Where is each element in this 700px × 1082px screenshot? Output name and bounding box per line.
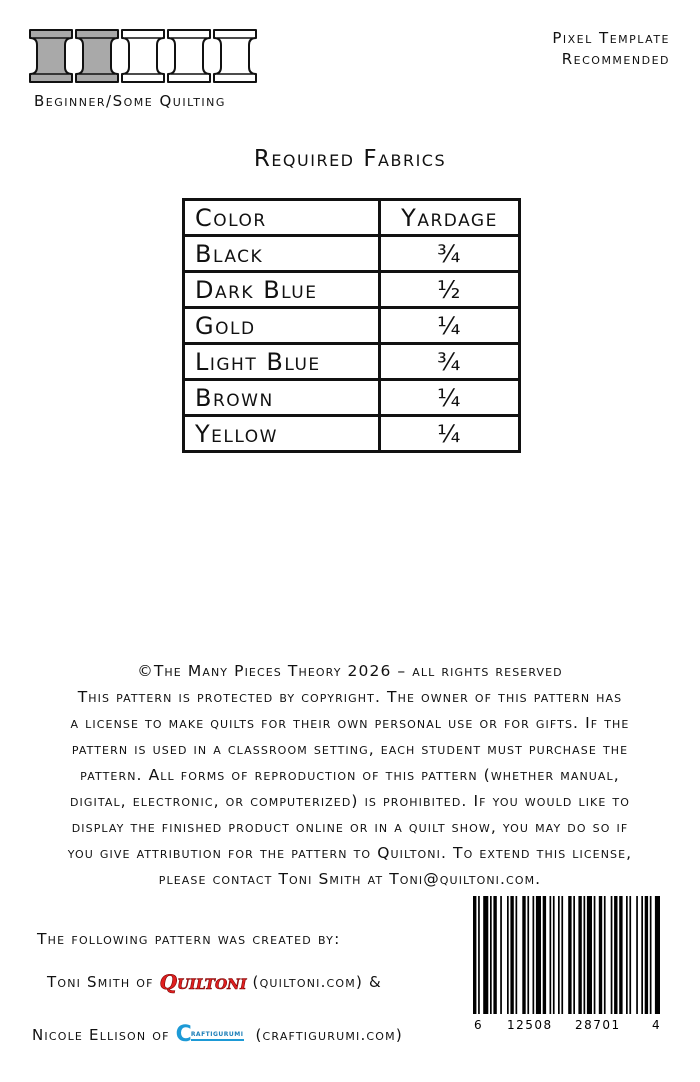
barcode-digits-left: 12508 <box>507 1018 553 1032</box>
header-color: Color <box>184 200 380 236</box>
fabric-yardage: ¼ <box>380 308 520 344</box>
spool-icon <box>214 30 256 82</box>
credit-name: Nicole Ellison of <box>32 1025 170 1044</box>
header-yardage: Yardage <box>380 200 520 236</box>
copyright-line: you give attribution for the pattern to Quiltoni. To extend this license, <box>67 844 633 862</box>
table-row <box>184 308 520 344</box>
barcode-digits-right: 28701 <box>575 1018 621 1032</box>
fabric-yardage-table <box>182 198 521 453</box>
copyright-line: pattern. All forms of reproduction of this pattern (whether manual, <box>80 766 620 784</box>
table-header-row <box>184 200 520 236</box>
spool-icon <box>122 30 164 82</box>
quiltoni-logo: Quiltoni <box>159 970 247 994</box>
credit-website: (craftigurumi.com) <box>255 1025 403 1044</box>
credits-heading: The following pattern was created by: <box>37 930 341 948</box>
craftigurumi-logo-initial: C <box>175 1022 192 1047</box>
copyright-line: a license to make quilts for their own personal use or for gifts. If the <box>70 714 630 732</box>
credit-nicole-ellison <box>32 1022 403 1047</box>
spool-icon <box>30 30 72 82</box>
table-row <box>184 236 520 272</box>
copyright-line: pattern is used in a classroom setting, each student must purchase the <box>71 740 629 758</box>
copyright-line: ©The Many Pieces Theory 2026 – all rights reserved <box>137 662 563 680</box>
craftigurumi-logo-text: raftigurumi <box>190 1028 244 1039</box>
spool-icon <box>168 30 210 82</box>
spool-icon <box>76 30 118 82</box>
template-note-line-1: Pixel Template <box>552 29 670 47</box>
copyright-line: display the finished product online or in a quilt show, you may do so if <box>71 818 629 836</box>
fabric-yardage: ¼ <box>380 416 520 452</box>
fabric-yardage: ¼ <box>380 380 520 416</box>
copyright-line: digital, electronic, or computerized) is prohibited. If you would like to <box>69 792 631 810</box>
template-note <box>552 28 670 70</box>
credit-toni-smith <box>47 970 382 994</box>
credit-name: Toni Smith of <box>47 973 154 991</box>
fabric-color: Light Blue <box>184 344 380 380</box>
difficulty-rating-spools <box>28 28 260 84</box>
copyright-line: This pattern is protected by copyright. The owner of this pattern has <box>77 688 623 706</box>
difficulty-label: Beginner/Some Quilting <box>34 92 226 110</box>
credit-website: (quiltoni.com) & <box>252 973 382 991</box>
fabric-yardage: ¾ <box>380 344 520 380</box>
barcode-digit-system: 6 <box>474 1018 482 1032</box>
barcode <box>471 896 661 1036</box>
required-fabrics-title: Required Fabrics <box>253 146 447 172</box>
copyright-notice <box>18 658 682 892</box>
craftigurumi-logo <box>176 1022 244 1047</box>
table-row <box>184 272 520 308</box>
fabric-color: Yellow <box>184 416 380 452</box>
table-row <box>184 380 520 416</box>
copyright-line: please contact Toni Smith at Toni@quiltoni.com. <box>158 870 542 888</box>
template-note-line-2: Recommended <box>561 50 670 68</box>
fabric-yardage: ½ <box>380 272 520 308</box>
fabric-color: Brown <box>184 380 380 416</box>
fabric-color: Dark Blue <box>184 272 380 308</box>
fabric-yardage: ¾ <box>380 236 520 272</box>
barcode-bars <box>473 896 660 1014</box>
table-row <box>184 344 520 380</box>
table-row <box>184 416 520 452</box>
fabric-color: Gold <box>184 308 380 344</box>
fabric-color: Black <box>184 236 380 272</box>
barcode-digit-check: 4 <box>652 1018 660 1032</box>
